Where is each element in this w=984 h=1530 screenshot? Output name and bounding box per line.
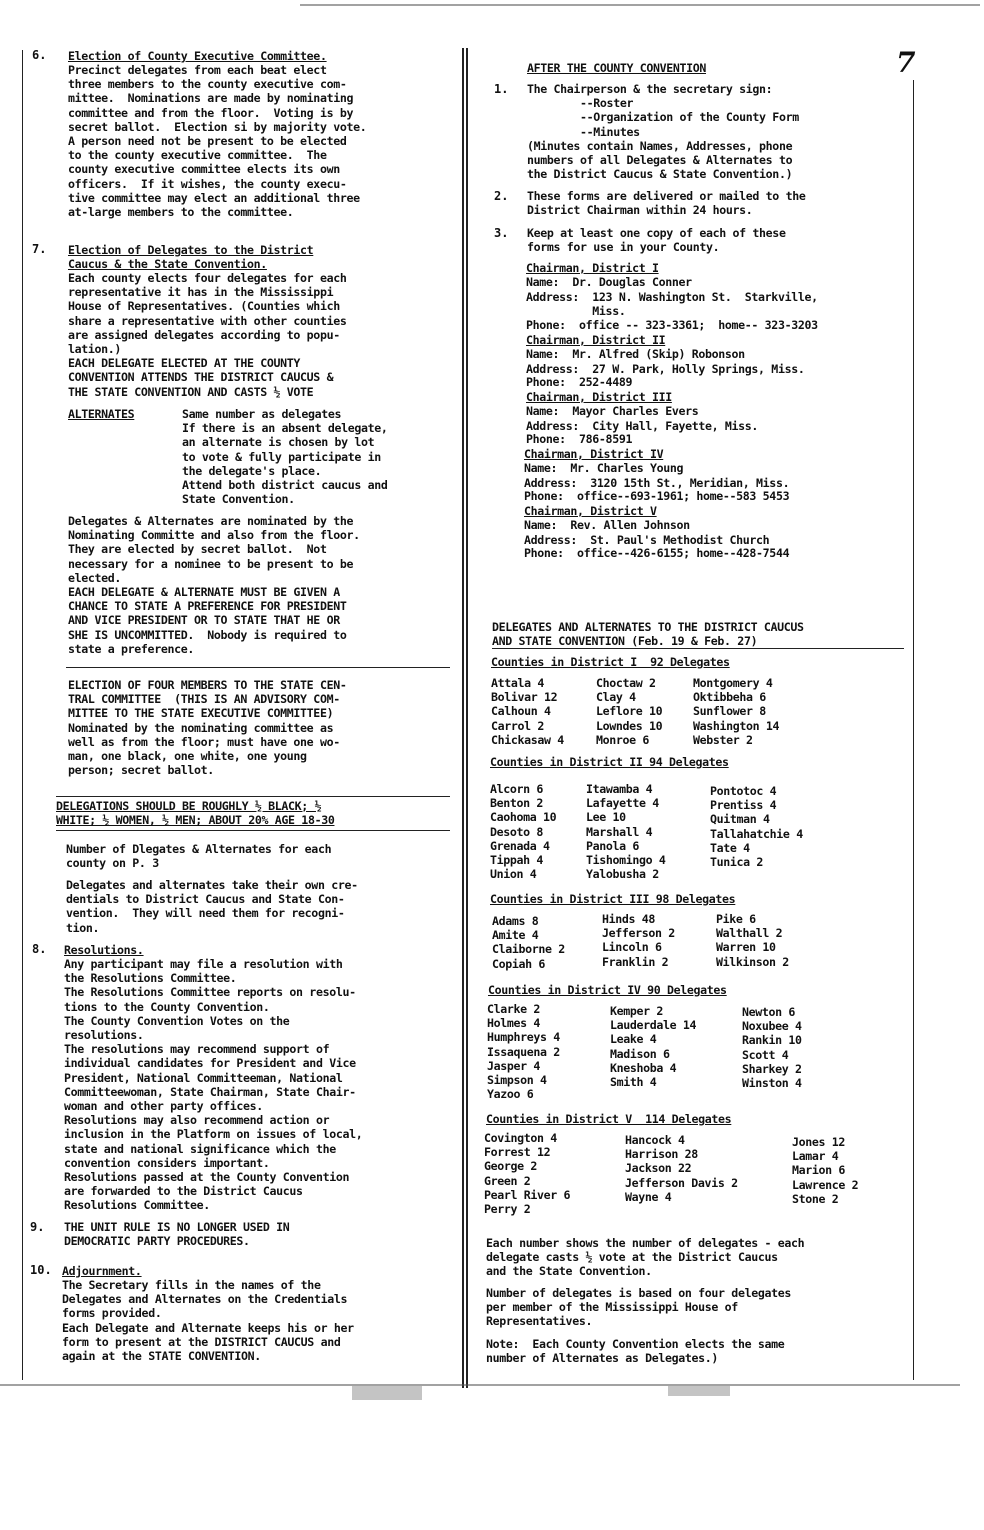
right-margin-rule <box>913 80 914 1380</box>
scan-smudge-1 <box>352 1386 422 1400</box>
chairman-5-title: Chairman, District V <box>524 504 657 518</box>
note-vote-weight: Each number shows the number of delegates - each delegate casts ½ vote at the District Caucus and the State Convention. <box>486 1236 805 1279</box>
district-1-col3: Montgomery 4 Oktibbeha 6 Sunflower 8 Washington 14 Webster 2 <box>693 676 780 747</box>
section-10-number: 10. <box>30 1263 52 1277</box>
section-9-body: THE UNIT RULE IS NO LONGER USED IN DEMOCRATIC PARTY PROCEDURES. <box>64 1220 290 1249</box>
district-4-col2: Kemper 2 Lauderdale 14 Leake 4 Madison 6 Kneshoba 4 Smith 4 <box>610 1004 697 1090</box>
chairman-4-name: Name: Mr. Charles Young <box>524 461 684 475</box>
section-6-title: Election of County Executive Committee. <box>68 49 327 63</box>
section-10-body: The Secretary fills in the names of the Delegates and Alternates on the Credentials forms provided. Each Delegate and Alternate keeps his or her form to present at the DISTRICT CAUCUS and again at the STATE CONVENTION. <box>62 1278 354 1364</box>
chairman-2-name: Name: Mr. Alfred (Skip) Robonson <box>526 347 745 361</box>
credentials-body: Delegates and alternates take their own cre- dentials to District Caucus and State Con- vention. They will need them for recogni- tion. <box>66 878 358 935</box>
district-5-col3: Jones 12 Lamar 4 Marion 6 Lawrence 2 Stone 2 <box>792 1135 859 1206</box>
chairman-2-phone: Phone: 252-4489 <box>526 375 633 389</box>
district-2-col1: Alcorn 6 Benton 2 Caohoma 10 Desoto 8 Grenada 4 Tippah 4 Union 4 <box>490 782 557 882</box>
chairman-4-address: Address: 3120 15th St., Meridian, Miss. <box>524 476 790 490</box>
district-5-col2: Hancock 4 Harrison 28 Jackson 22 Jefferson Davis 2 Wayne 4 <box>625 1133 738 1204</box>
section-7-title: Election of Delegates to the District Caucus & the State Convention. <box>68 243 314 272</box>
chairman-4-title: Chairman, District IV <box>524 447 664 461</box>
note-alternates: Note: Each County Convention elects the same number of Alternates as Delegates.) <box>486 1337 785 1366</box>
chairman-1-phone: Phone: office -- 323-3361; home-- 323-3203 <box>526 318 818 332</box>
alternates-body: Same number as delegates If there is an absent delegate, an alternate is chosen by lot to vote & fully participate in the delegate's place. Attend both district caucus and State Convention. <box>182 407 388 507</box>
section-8-title: Resolutions. <box>64 943 144 957</box>
district-5-heading: Counties in District V 114 Delegates <box>486 1112 732 1126</box>
section-7-body: Each county elects four delegates for each representative it has in the Mississippi House of Representatives. (Counties which share a representative with other counties are assigned delegates according to popu- lation.) EACH DELEGATE ELECTED AT THE COUNTY CONVENTION ATTENDS THE DISTRICT CAUCUS & THE STATE CONVENTION AND CASTS ½ VOTE <box>68 271 347 399</box>
district-2-col2: Itawamba 4 Lafayette 4 Lee 10 Marshall 4 Panola 6 Tishomingo 4 Yalobusha 2 <box>586 782 666 882</box>
chairman-2-address: Address: 27 W. Park, Holly Springs, Miss. <box>526 362 805 376</box>
section-6-number: 6. <box>32 48 47 62</box>
section-7-number: 7. <box>32 242 47 256</box>
scan-edge-top <box>300 4 980 6</box>
section-9-number: 9. <box>30 1220 45 1234</box>
divider-delegations <box>56 796 450 797</box>
district-3-heading: Counties in District III 98 Delegates <box>490 892 736 906</box>
chairman-4-phone: Phone: office--693-1961; home--583 5453 <box>524 489 790 503</box>
chairman-1-name: Name: Dr. Douglas Conner <box>526 275 692 289</box>
district-1-col2: Choctaw 2 Clay 4 Leflore 10 Lowndes 10 Monroe 6 <box>596 676 663 747</box>
district-3-col3: Pike 6 Walthall 2 Warren 10 Wilkinson 2 <box>716 912 789 969</box>
scan-smudge-2 <box>668 1386 730 1396</box>
chairman-3-address: Address: City Hall, Fayette, Miss. <box>526 419 759 433</box>
district-3-col1: Adams 8 Amite 4 Claiborne 2 Copiah 6 <box>492 914 565 971</box>
right-item-1-number: 1. <box>494 82 509 96</box>
district-5-col1: Covington 4 Forrest 12 George 2 Green 2 Pearl River 6 Perry 2 <box>484 1131 571 1217</box>
district-1-heading: Counties in District I 92 Delegates <box>491 655 730 669</box>
section-8-number: 8. <box>32 942 47 956</box>
section-8-body: Any participant may file a resolution with the Resolutions Committee. The Resolutions Committee reports on resolu- tions to the County Convention. The County Convention Votes on the resolutions. The resolutions may recommend support of individual candidates for President and Vice President, National Committeeman, National Committeewoman, State Chairman, State Chair- woman and other party offices. Resolutions may also recommend action or inclusion in the Platform on issues of local, state and national significance which the convention considers important. Resolutions passed at the County Convention are forwarded to the District Caucus Resolutions Committee. <box>64 957 363 1213</box>
delegations-body: DELEGATIONS SHOULD BE ROUGHLY ½ BLACK; ½ WHITE; ½ WOMEN, ½ MEN; ABOUT 20% AGE 18-30 <box>56 799 335 828</box>
chairman-5-address: Address: St. Paul's Methodist Church <box>524 533 770 547</box>
chairman-5-phone: Phone: office--426-6155; home--428-7544 <box>524 546 790 560</box>
right-item-2-body: These forms are delivered or mailed to the District Chairman within 24 hours. <box>527 189 806 218</box>
divider-delegations-bottom <box>56 830 450 831</box>
left-margin-rule <box>22 50 23 1380</box>
right-item-3-number: 3. <box>494 226 509 240</box>
alternates-label: ALTERNATES <box>68 407 135 421</box>
district-3-col2: Hinds 48 Jefferson 2 Lincoln 6 Franklin 2 <box>602 912 675 969</box>
district-2-col3: Pontotoc 4 Prentiss 4 Quitman 4 Tallahatchie 4 Tate 4 Tunica 2 <box>710 784 803 870</box>
section-6-body: Precinct delegates from each beat elect three members to the county executive com- mittee. Nominations are made by nominating committee and from the floor. Voting is by secret ballot. Election si by majority vote. A person need not be present to be elected to the county executive committee. The county executive committee elects its own officers. If it wishes, the county execu- tive committee may elect an additional three at-large members to the committee. <box>68 63 367 220</box>
page-number: 7 <box>896 46 916 79</box>
district-2-heading: Counties in District II 94 Delegates <box>490 755 729 769</box>
district-4-heading: Counties in District IV 90 Delegates <box>488 983 727 997</box>
right-item-2-number: 2. <box>494 189 509 203</box>
scan-edge-bottom <box>0 1384 960 1386</box>
column-divider-right <box>466 48 468 1388</box>
chairman-3-name: Name: Mayor Charles Evers <box>526 404 699 418</box>
nomination-body: Delegates & Alternates are nominated by the Nominating Committe and also from the floor. They are elected by secret ballot. Not necessary for a nominee to be present to be elected. EACH DELEGATE & ALTERNATE MUST BE GIVEN A CHANCE TO STATE A PREFERENCE FOR PRESIDENT AND VICE PRESIDENT OR TO STATE THAT HE OR SHE IS UNCOMMITTED. Nobody is required to state a preference. <box>68 514 360 656</box>
right-item-1-body: The Chairperson & the secretary sign: --Roster --Organization of the County Form --Minutes (Minutes contain Names, Addresses, phone numbers of all Delegates & Alternates to the District Caucus & State Convention.) <box>527 82 799 182</box>
after-convention-title: AFTER THE COUNTY CONVENTION <box>527 61 707 75</box>
chairman-1-address: Address: 123 N. Washington St. Starkville, Miss. <box>526 290 818 319</box>
chairman-3-title: Chairman, District III <box>526 390 672 404</box>
section-10-title: Adjournment. <box>62 1264 142 1278</box>
delegates-section-title: DELEGATES AND ALTERNATES TO THE DISTRICT CAUCUS AND STATE CONVENTION (Feb. 19 & Feb. 27) <box>492 620 804 649</box>
delegates-title-rule <box>492 648 904 649</box>
divider-central <box>66 667 450 668</box>
chairman-1-title: Chairman, District I <box>526 261 659 275</box>
chairman-3-phone: Phone: 786-8591 <box>526 432 633 446</box>
number-of-delegates-note: Number of Dlegates & Alternates for each county on P. 3 <box>66 842 332 871</box>
chairman-2-title: Chairman, District II <box>526 333 666 347</box>
district-4-col3: Newton 6 Noxubee 4 Rankin 10 Scott 4 Sharkey 2 Winston 4 <box>742 1005 802 1091</box>
district-4-col1: Clarke 2 Holmes 4 Humphreys 4 Issaquena 2 Jasper 4 Simpson 4 Yazoo 6 <box>487 1002 560 1102</box>
chairman-5-name: Name: Rev. Allen Johnson <box>524 518 690 532</box>
district-1-col1: Attala 4 Bolivar 12 Calhoun 4 Carrol 2 Chickasaw 4 <box>491 676 564 747</box>
central-committee-body: ELECTION OF FOUR MEMBERS TO THE STATE CEN- TRAL COMMITTEE (THIS IS AN ADVISORY COM- MITTEE TO THE STATE EXECUTIVE COMMITTEE) Nominated by the nominating committee as well as from the floor; must have one wo- man, one black, one white, one young person; secret ballot. <box>68 678 347 778</box>
right-item-3-body: Keep at least one copy of each of these forms for use in your County. <box>527 226 786 255</box>
column-divider-left <box>462 48 464 1388</box>
note-delegate-basis: Number of delegates is based on four delegates per member of the Mississippi House of Representatives. <box>486 1286 791 1329</box>
